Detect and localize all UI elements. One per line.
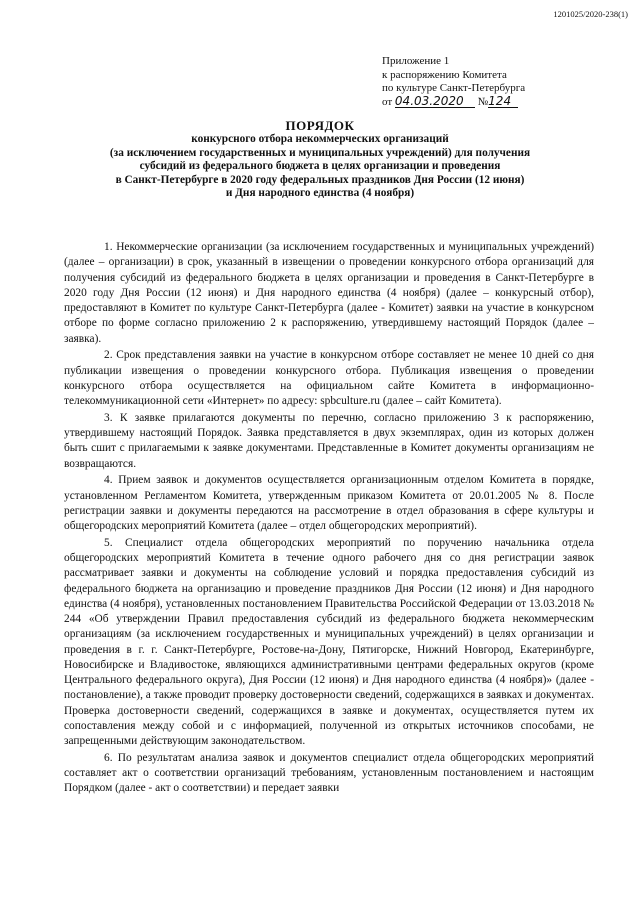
number-label: № — [477, 95, 489, 108]
handwritten-date: 04.03.2020 — [395, 96, 475, 108]
document-body — [64, 240, 594, 798]
title-main: ПОРЯДОК — [285, 118, 355, 133]
title-line-5: и Дня народного единства (4 ноября) — [225, 187, 415, 200]
annex-line-1: Приложение 1 — [382, 55, 450, 67]
paragraph-4: 4. Прием заявок и документов осуществляется организационным отделом Комитета в порядке, установленном Регламентом Комитета, утвержденным приказом Комитета от 20.01.2005 № 8. После регистрации заявки и документы передаются на рассмотрение в отдел образования в сфере культуры и общегородских мероприятий Комитета (далее – отдел общегородских мероприятий). — [64, 474, 594, 532]
paragraph-2: 2. Срок представления заявки на участие в конкурсном отборе составляет не менее 10 дней со дня публикации извещения о проведении конкурсного отбора. Публикация извещения о проведении конкурсного отбора осуществляется на официальном сайте Комитета в информационно-телекоммуникационной сети «Интернет» по адресу: spbculture.ru (далее – сайт Комитета). — [64, 349, 594, 407]
handwritten-number: 124 — [488, 96, 518, 108]
paragraph-6: 6. По результатам анализа заявок и документов специалист отдела общегородских мероприятий составляет акт о соответствии организаций требованиям, установленным постановлением и настоящим Порядком (далее - акт о соответствии) и передает заявки — [64, 751, 594, 795]
title-line-2: (за исключением государственных и муниципальных учреждений) для получения — [109, 146, 531, 159]
annex-date-line — [382, 93, 525, 110]
document-id: 1201025/2020-238(1) — [553, 9, 628, 19]
title-line-1: конкурсного отбора некоммерческих организаций — [191, 133, 449, 146]
from-label: от — [382, 95, 393, 108]
document-title — [40, 119, 600, 200]
paragraph-3: 3. К заявке прилагаются документы по перечню, согласно приложению 3 к распоряжению, утвердившему настоящий Порядок. Заявка представляется в двух экземплярах, один из которых должен быть сшит с прилагаемыми к заявке документами. Представленные в Комитет документы организациям не возвращаются. — [64, 411, 594, 470]
title-line-3: субсидий из федерального бюджета в целях организации и проведения — [139, 160, 501, 173]
title-line-4: в Санкт-Петербурге в 2020 году федеральных праздников Дня России (12 июня) — [115, 173, 525, 186]
paragraph-5: 5. Специалист отдела общегородских мероприятий по поручению начальника отдела общегородских мероприятий Комитета в течение одного рабочего дня со дня регистрации заявок рассматривает заявки и документы на соблюдение условий и порядка предоставления субсидий из федерального бюджета на организацию и проведение праздников Дня России (12 июня) и Дня народного единства (4 ноября), установленных постановлением Правительства Российской Федерации от 13.03.2018 № 244 «Об утверждении Правил предоставления субсидий из федерального бюджета некоммерческим организациям (за исключением государственных и муниципальных учреждений) в целях организации и проведения в г. г. Санкт-Петербурге, Ростове-на-Дону, Пятигорске, Нижний Новгород, Екатеринбурге, Новосибирске и Владивостоке, являющихся административными центрами федеральных округов (кроме Центрального федерального округа), Дня России (12 июня) и Дня народного единства (4 ноября)» (далее - постановление), а также проводит проверку достоверности сведений, содержащихся в заявках и документах. Проверка достоверности сведений, содержащихся в заявке и документах, осуществляется путем их сопоставления между собой и с информацией, полученной из открытых источников способами, не запрещенными действующим законодательством. — [64, 536, 594, 747]
annex-line-3: по культуре Санкт-Петербурга — [382, 82, 526, 94]
paragraph-1: 1. Некоммерческие организации (за исключением государственных и муниципальных учреждений) (далее – организации) в срок, указанный в извещении о проведении конкурсного отбора организаций для получения субсидий из федерального бюджета в целях организации и проведения в Санкт-Петербурге в 2020 году Дня России (12 июня) и Дня народного единства (4 ноября) (далее – конкурсный отбор), предоставляют в Комитет по культуре Санкт-Петербурга (далее - Комитет) заявки на участие в конкурсном отборе по форме согласно приложению 2 к распоряжению, утвердившему настоящий Порядок (далее – заявка). — [64, 241, 594, 345]
annex-block — [382, 55, 525, 109]
annex-line-2: к распоряжению Комитета — [382, 68, 507, 81]
